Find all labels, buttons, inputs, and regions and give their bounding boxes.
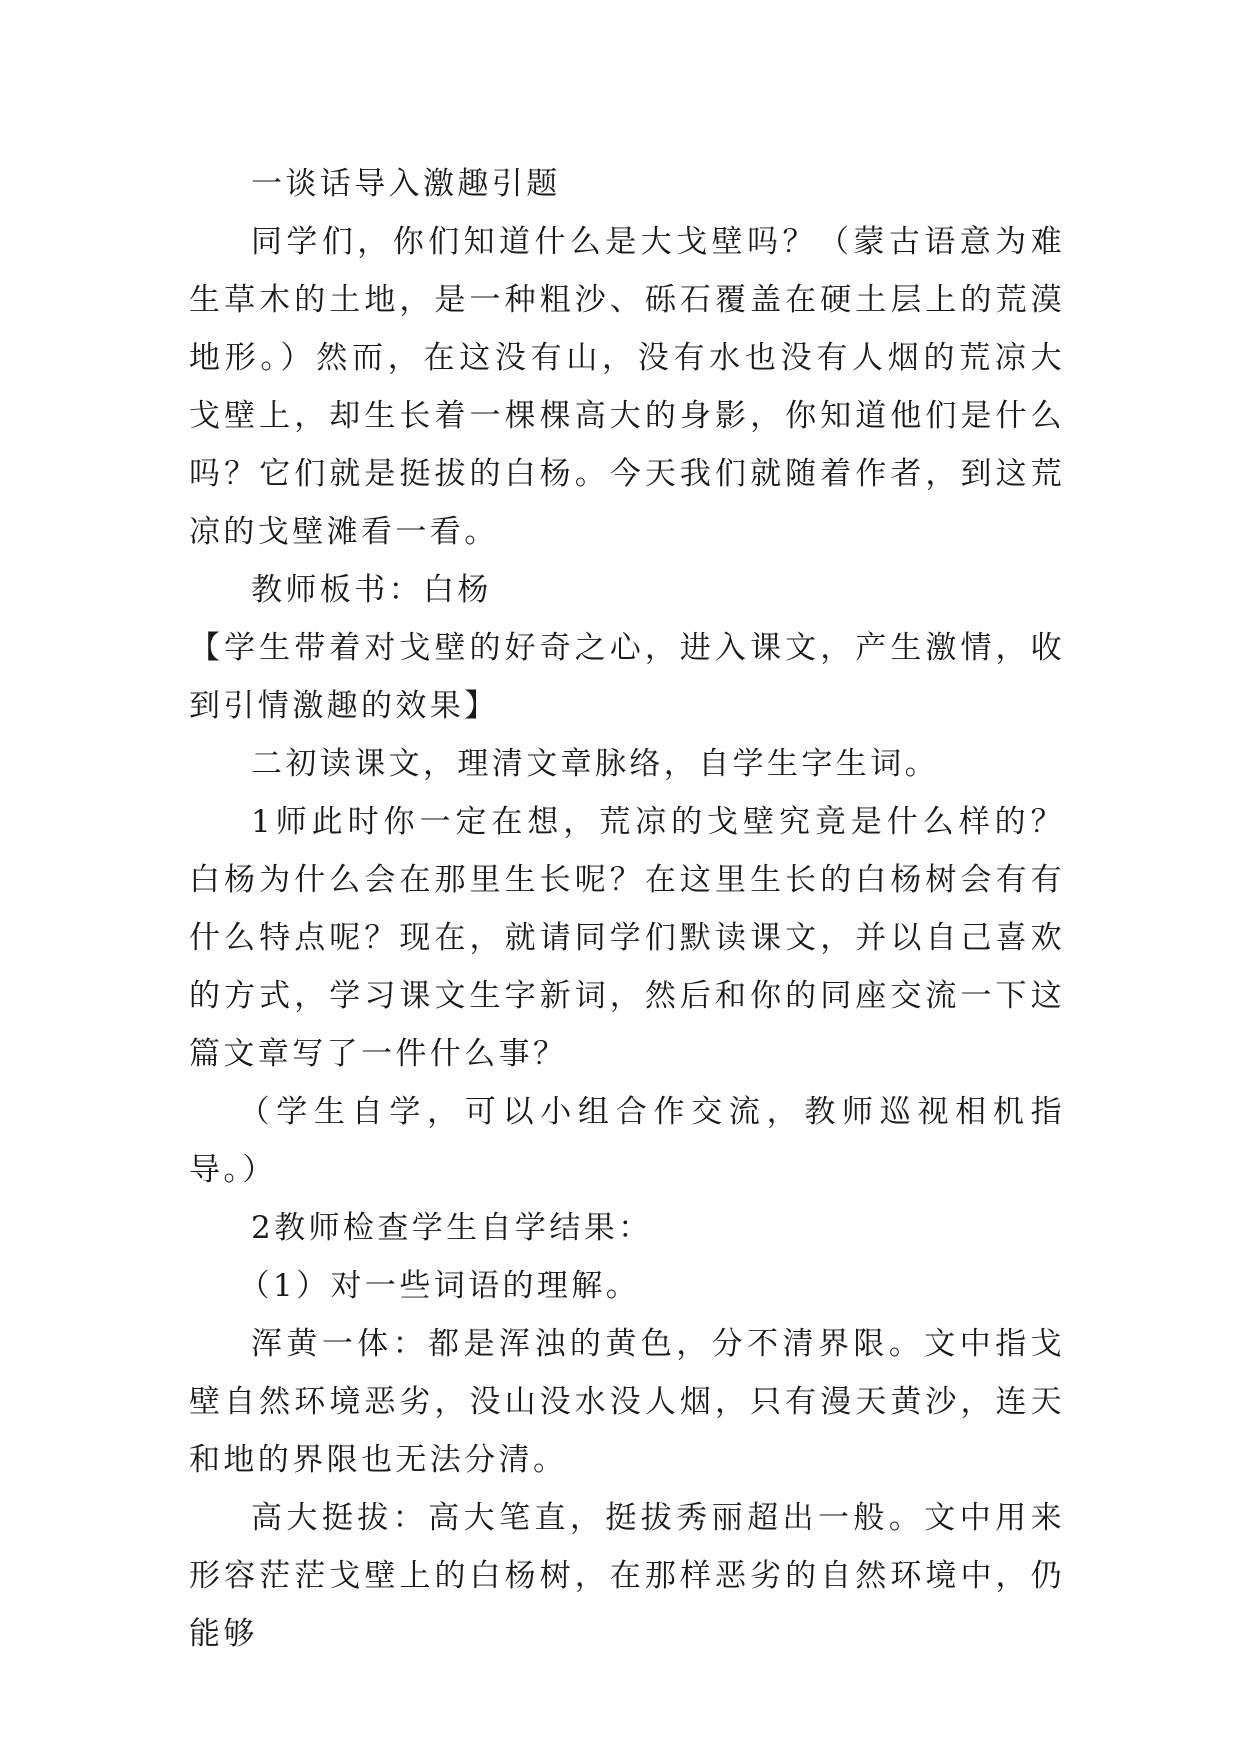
step-2-paragraph: 2教师检查学生自学结果： [251, 1210, 653, 1246]
step-1-paragraph: 1师此时你一定在想，荒凉的戈壁究竟是什么样的？白杨为什么会在那里生长呢？在这里生长的白杨树会有有什么特点呢？现在，就请同学们默读课文，并以自己喜欢的方式，学习课文生字新词，然后和你的同座交流一下这篇文章写了一件什么事？ [189, 804, 1065, 1072]
intro-paragraph: 同学们，你们知道什么是大戈壁吗？（蒙古语意为难生草木的土地，是一种粗沙、砾石覆盖在硬土层上的荒漠地形。）然而，在这没有山，没有水也没有人烟的荒凉大戈壁上，却生长着一棵棵高大的身影，你知道他们是什么吗？它们就是挺拔的白杨。今天我们就随着作者，到这荒凉的戈壁滩看一看。 [189, 224, 1065, 550]
section-heading-reading: 二初读课文，理清文章脉络，自学生字生词。 [251, 746, 939, 782]
sub-step-1-paragraph: （1）对一些词语的理解。 [238, 1268, 641, 1304]
effect-note: 【学生带着对戈壁的好奇之心，进入课文，产生激情，收到引情激趣的效果】 [189, 630, 1065, 724]
term-gaoda-paragraph: 高大挺拔：高大笔直，挺拔秀丽超出一般。文中用来形容茫茫戈壁上的白杨树，在那样恶劣的自然环境中，仍能够 [189, 1500, 1065, 1652]
document-body [189, 155, 1065, 1663]
self-study-note: （学生自学，可以小组合作交流，教师巡视相机指导。） [189, 1094, 1065, 1188]
term-hunhuang-paragraph: 浑黄一体：都是浑浊的黄色，分不清界限。文中指戈壁自然环境恶劣，没山没水没人烟，只有漫天黄沙，连天和地的界限也无法分清。 [189, 1326, 1065, 1478]
board-writing-note: 教师板书：白杨 [251, 572, 492, 608]
section-heading-intro: 一谈话导入激趣引题 [251, 166, 561, 202]
